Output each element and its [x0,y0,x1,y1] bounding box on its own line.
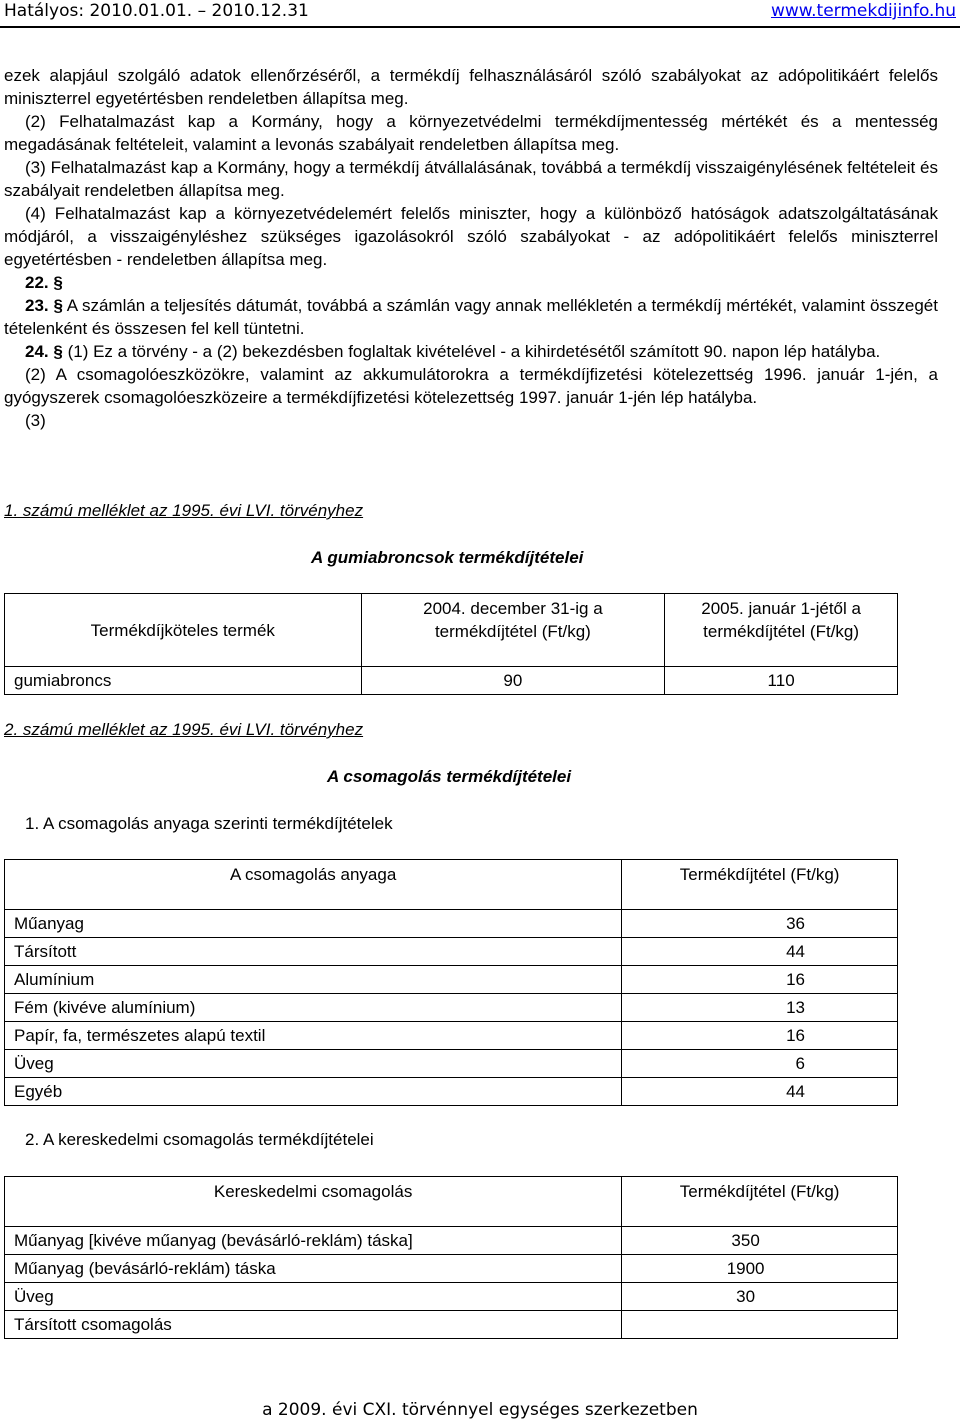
fee-value: 6 [622,1050,898,1078]
product-name: gumiabroncs [5,667,362,695]
section-24-paragraph-2: (2) A csomagolóeszközökre, valamint az akkumulátorokra a termékdíjfizetési kötelezettség 1996. január 1-jén, a gyógyszerek csomagolóeszközeire a termékdíjfizetési kötelezettség 1997. január 1-jén lép hatályba. [4,365,938,407]
column-header: 2005. január 1-jétől a termékdíjtétel (Ft/kg) [665,594,898,667]
section-2-heading: 2. A kereskedelmi csomagolás termékdíjtételei [25,1130,374,1149]
annex-2-heading: A csomagolás termékdíjtételei [327,767,572,786]
fee-value: 36 [622,910,898,938]
website-link[interactable]: www.termekdijinfo.hu [770,1,956,21]
fee-value: 16 [622,1022,898,1050]
table-row [5,1022,898,1050]
header-divider [0,26,960,28]
column-header: Termékdíjtétel (Ft/kg) [622,860,898,910]
column-header: Termékdíjköteles termék [5,594,362,667]
column-header: Kereskedelmi csomagolás [5,1177,622,1227]
packaging-name: Műanyag [kivéve műanyag (bevásárló-reklám) táska] [5,1227,622,1255]
packaging-name: Üveg [5,1283,622,1311]
commercial-packaging-table [4,1176,898,1339]
section-24 [4,340,938,363]
table-row [5,994,898,1022]
packaging-name: Műanyag (bevásárló-reklám) táska [5,1255,622,1283]
section-sign-icon: § [53,296,63,315]
table-row [5,1050,898,1078]
section-24-paragraph-3: (3) [25,411,46,430]
column-header: Termékdíjtétel (Ft/kg) [622,1177,898,1227]
fee-value: 13 [622,994,898,1022]
table-header-row [5,860,898,910]
table-header-row [5,1177,898,1227]
table-row [5,1311,898,1339]
section-23-number: 23. [25,296,49,315]
material-name: Egyéb [5,1078,622,1106]
table-row [5,1283,898,1311]
paragraph-continued: ezek alapjául szolgáló adatok ellenőrzéséről, a termékdíj felhasználásáról szóló szabályokat az adópolitikáért felelős miniszterrel egyetértésben rendeletben állapítsa meg. [4,66,938,108]
table-row [5,1255,898,1283]
material-name: Üveg [5,1050,622,1078]
fee-value: 1900 [622,1255,898,1283]
section-sign-icon: § [53,342,63,361]
annex-1-heading: A gumiabroncsok termékdíjtételei [311,548,584,567]
validity-period: Hatályos: 2010.01.01. – 2010.12.31 [4,1,309,21]
section-22 [4,271,938,294]
packaging-material-table [4,859,898,1106]
fee-value: 350 [622,1227,898,1255]
section-24-number: 24. [25,342,49,361]
fee-value: 44 [622,938,898,966]
paragraph-4: (4) Felhatalmazást kap a környezetvédelemért felelős miniszter, hogy a különböző hatóságok adatszolgáltatásának módjáról, a visszaigényléshez szükséges igazolásokról szóló szabályokat - az adópolitikáért felelős miniszterrel egyetértésben - rendeletben állapítsa meg. [4,204,938,269]
fee-value: 110 [665,667,898,695]
paragraph-2: (2) Felhatalmazást kap a Kormány, hogy a környezetvédelmi termékdíjmentesség mértékét és a mentesség megadásának feltételeit, valamint a levonás szabályait rendeletben állapítsa meg. [4,112,938,154]
section-23 [4,294,938,340]
section-sign-icon: § [53,273,63,292]
section-24-text: (1) Ez a törvény - a (2) bekezdésben foglaltak kivételével - a kihirdetésétől számított 90. napon lép hatályba. [67,342,881,361]
table-row [5,667,898,695]
fee-value: 90 [361,667,665,695]
material-name: Papír, fa, természetes alapú textil [5,1022,622,1050]
fee-value: 44 [622,1078,898,1106]
page-header [0,0,960,26]
table-row [5,966,898,994]
packaging-name: Társított csomagolás [5,1311,622,1339]
column-header: 2004. december 31-ig a termékdíjtétel (Ft/kg) [361,594,665,667]
fee-value: 30 [622,1283,898,1311]
annex-1-title[interactable]: 1. számú melléklet az 1995. évi LVI. törvényhez [4,501,364,520]
tire-fee-table [4,593,898,695]
material-name: Műanyag [5,910,622,938]
section-23-text: A számlán a teljesítés dátumát, továbbá a számlán vagy annak mellékletén a termékdíj mértékét, valamint összegét tételenként és összesen fel kell tüntetni. [4,296,938,338]
material-name: Társított [5,938,622,966]
table-header-row [5,594,898,667]
page-footer: a 2009. évi CXI. törvénnyel egységes szerkezetben [262,1400,698,1420]
annex-2-title[interactable]: 2. számú melléklet az 1995. évi LVI. törvényhez [4,720,364,739]
table-row [5,1227,898,1255]
column-header: A csomagolás anyaga [5,860,622,910]
table-row [5,938,898,966]
table-row [5,1078,898,1106]
section-1-heading: 1. A csomagolás anyaga szerinti termékdíjtételek [25,814,393,833]
section-22-number: 22. [25,273,49,292]
fee-value: 16 [622,966,898,994]
paragraph-3: (3) Felhatalmazást kap a Kormány, hogy a termékdíj átvállalásának, továbbá a termékdíj visszaigénylésének feltételeit és szabályait rendeletben állapítsa meg. [4,158,938,200]
material-name: Fém (kivéve alumínium) [5,994,622,1022]
law-text [4,64,938,432]
material-name: Alumínium [5,966,622,994]
fee-value [622,1311,898,1339]
table-row [5,910,898,938]
